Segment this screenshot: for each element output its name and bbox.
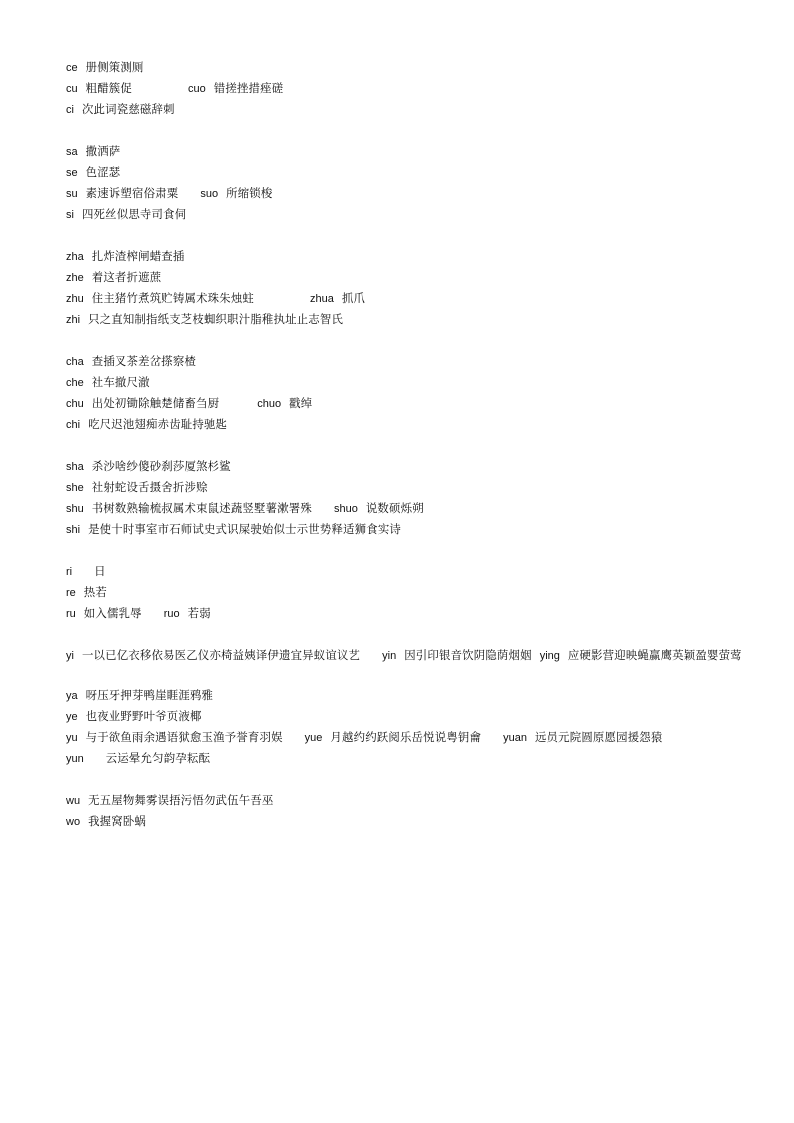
character-list: 热若 (83, 585, 107, 599)
pinyin-line (66, 165, 756, 186)
pinyin-group-yi (66, 645, 756, 667)
pinyin-line (66, 270, 756, 291)
pinyin-syllable: se (66, 167, 78, 179)
character-list: 呀压牙押芽鸭崖睚涯鸦雅 (85, 688, 214, 702)
pinyin-syllable: wu (66, 795, 81, 807)
pinyin-syllable: suo (200, 188, 219, 200)
character-list: 查插叉茶差岔搽察楂 (91, 354, 197, 368)
character-list: 抓爪 (341, 291, 366, 305)
character-list: 四死丝似思寺司食伺 (81, 207, 187, 221)
pinyin-group-c (66, 60, 756, 123)
pinyin-syllable: yin (382, 650, 397, 662)
pinyin-syllable: yu (66, 732, 78, 744)
pinyin-line (66, 564, 756, 585)
pinyin-syllable: zhua (310, 293, 334, 305)
character-list: 也夜业野野叶爷页液椰 (85, 709, 202, 723)
character-list: 说数硕烁朔 (365, 501, 424, 515)
pinyin-group-y (66, 688, 756, 772)
character-list: 无五屋物舞雾误捂污悟勿武伍午吾巫 (88, 793, 274, 807)
pinyin-line (66, 793, 756, 814)
character-list: 书树数熟输梳叔属术束鼠述蔬竖墅薯漱署殊 (91, 501, 312, 515)
pinyin-syllable: chu (66, 398, 84, 410)
pinyin-syllable: chuo (257, 398, 282, 410)
character-list: 月越约约跃阅乐岳悦说粤钥龠 (330, 730, 482, 744)
pinyin-syllable: zhu (66, 293, 84, 305)
pinyin-line (66, 81, 756, 102)
character-list: 一以已亿衣移依易医乙仪亦椅益姨译伊遗宜异蚁谊议艺 (81, 648, 361, 662)
pinyin-line (66, 606, 756, 627)
pinyin-syllable: sha (66, 461, 84, 473)
pinyin-syllable: che (66, 377, 84, 389)
pinyin-syllable: ci (66, 104, 74, 116)
pinyin-line (66, 751, 756, 772)
character-list: 如入儒乳辱 (83, 606, 142, 620)
pinyin-line (66, 709, 756, 730)
pinyin-line (66, 522, 756, 543)
pinyin-syllable: ru (66, 608, 76, 620)
pinyin-line (66, 354, 756, 375)
pinyin-syllable: cha (66, 356, 84, 368)
pinyin-line (66, 417, 756, 438)
pinyin-syllable: sa (66, 146, 78, 158)
pinyin-line (66, 312, 756, 333)
pinyin-syllable: ya (66, 690, 78, 702)
character-list: 云运晕允匀韵孕耘酝 (105, 751, 211, 765)
character-list: 应硬影营迎映蝇赢鹰英颖盈婴萤莺 (567, 648, 742, 662)
pinyin-line (66, 249, 756, 270)
pinyin-line (66, 688, 756, 709)
character-list: 因引印银音饮阴隐荫烟姻 (404, 648, 532, 662)
character-list: 次此词瓷慈磁辞刺 (81, 102, 175, 116)
pinyin-syllable: ye (66, 711, 78, 723)
pinyin-group-w (66, 793, 756, 835)
pinyin-line (66, 60, 756, 81)
character-list: 粗醋簇促 (85, 81, 132, 95)
document-page (66, 60, 756, 856)
pinyin-syllable: yuan (503, 732, 527, 744)
pinyin-line (66, 375, 756, 396)
pinyin-line (66, 102, 756, 123)
pinyin-syllable: chi (66, 419, 81, 431)
pinyin-syllable: ruo (163, 608, 180, 620)
pinyin-syllable: zhi (66, 314, 81, 326)
pinyin-syllable: yue (304, 732, 323, 744)
character-list: 戳绰 (289, 396, 313, 410)
character-list: 杀沙啥纱傻砂刹莎厦煞杉鲨 (91, 459, 231, 473)
character-list: 册侧策测厕 (85, 60, 144, 74)
pinyin-group-ch (66, 354, 756, 438)
character-list: 色涩瑟 (85, 165, 121, 179)
pinyin-syllable: yi (66, 650, 74, 662)
pinyin-group-r (66, 564, 756, 627)
character-list: 若弱 (187, 606, 211, 620)
pinyin-line (66, 291, 756, 312)
pinyin-group-sh (66, 459, 756, 543)
pinyin-line (66, 645, 756, 667)
pinyin-syllable: she (66, 482, 84, 494)
pinyin-syllable: ying (539, 650, 560, 662)
pinyin-line (66, 501, 756, 522)
character-list: 错搓挫措痤磋 (213, 81, 284, 95)
character-list: 住主猪竹煮筑贮铸属术珠朱烛蛀 (91, 291, 255, 305)
character-list: 与于欲鱼雨余遇语狱愈玉渔予誉育羽娱 (85, 730, 283, 744)
pinyin-line (66, 730, 756, 751)
character-list: 远员元院圆原愿园援怨猿 (534, 730, 663, 744)
pinyin-syllable: shuo (333, 503, 358, 515)
pinyin-syllable: zha (66, 251, 84, 263)
pinyin-syllable: ce (66, 62, 78, 74)
pinyin-line (66, 396, 756, 417)
pinyin-syllable: ri (66, 566, 73, 578)
pinyin-syllable: shi (66, 524, 81, 536)
character-list: 社射蛇设舌摄舍折涉赊 (91, 480, 208, 494)
pinyin-syllable: zhe (66, 272, 84, 284)
character-list: 吃尺迟池翅痴赤齿耻持驰匙 (88, 417, 228, 431)
pinyin-syllable: shu (66, 503, 84, 515)
pinyin-line (66, 459, 756, 480)
character-list: 所缩锁梭 (226, 186, 273, 200)
character-list: 撒洒萨 (85, 144, 121, 158)
pinyin-syllable: yun (66, 753, 84, 765)
character-list: 日 (94, 564, 106, 578)
pinyin-line (66, 186, 756, 207)
character-list: 只之直知制指纸支芝枝蜘织职汁脂稚执址止志智氏 (88, 312, 344, 326)
character-list: 是使十时事室市石师试史式识屎驶始似士示世势释适狮食实诗 (88, 522, 402, 536)
pinyin-syllable: cu (66, 83, 78, 95)
pinyin-line (66, 814, 756, 835)
character-list: 社车撤尺澈 (91, 375, 150, 389)
pinyin-syllable: wo (66, 816, 81, 828)
pinyin-syllable: si (66, 209, 74, 221)
pinyin-syllable: cuo (188, 83, 206, 95)
character-list: 出处初锄除触楚储畜刍厨 (91, 396, 220, 410)
character-list: 素速诉塑宿俗肃粟 (85, 186, 179, 200)
pinyin-line (66, 144, 756, 165)
pinyin-group-zh (66, 249, 756, 333)
character-list: 我握窝卧蜗 (88, 814, 147, 828)
pinyin-group-s (66, 144, 756, 228)
pinyin-syllable: su (66, 188, 78, 200)
pinyin-line (66, 585, 756, 606)
pinyin-syllable: re (66, 587, 76, 599)
pinyin-line (66, 207, 756, 228)
character-list: 扎炸渣榨闸蜡查插 (91, 249, 185, 263)
pinyin-line (66, 480, 756, 501)
character-list: 着这者折遮蔗 (91, 270, 162, 284)
